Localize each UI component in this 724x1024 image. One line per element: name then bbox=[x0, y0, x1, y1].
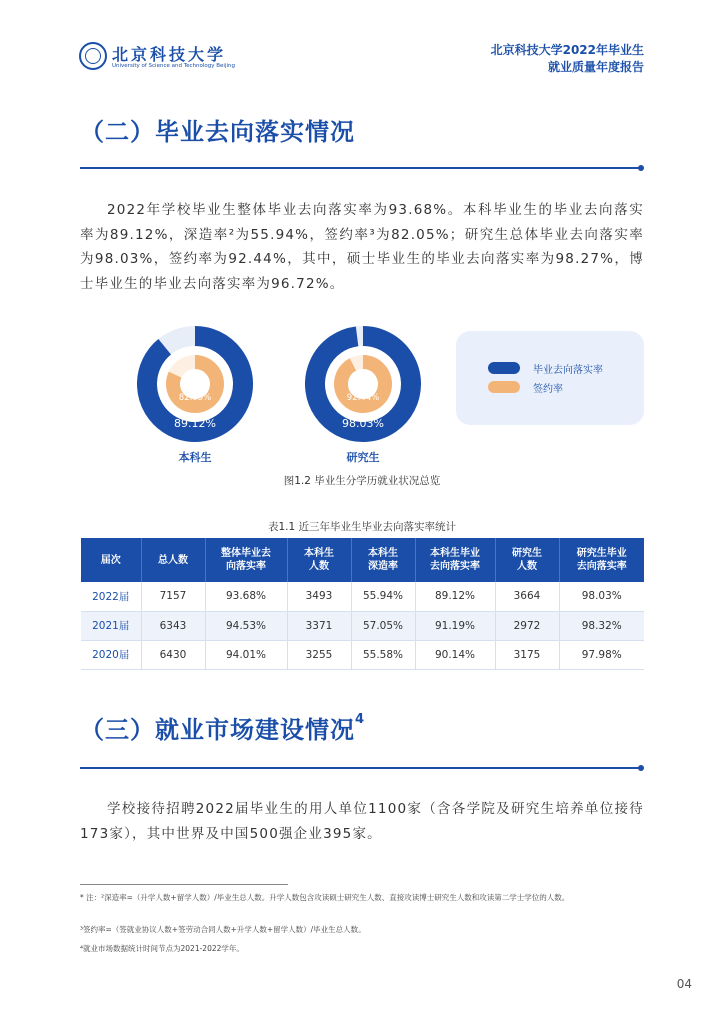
table-cell: 91.19% bbox=[415, 611, 495, 640]
table-cell: 94.01% bbox=[205, 640, 287, 669]
university-seal-icon bbox=[79, 42, 107, 70]
table-cell: 3664 bbox=[495, 582, 559, 611]
table-header-cell: 本科生毕业 去向落实率 bbox=[415, 538, 495, 582]
undergrad-outer-label: 89.12% bbox=[174, 417, 216, 430]
footnote-3: ³签约率=（签就业协议人数+签劳动合同人数+升学人数+留学人数）/毕业生总人数。 bbox=[80, 925, 366, 934]
legend-label-signing: 签约率 bbox=[533, 384, 563, 395]
table-cell-year: 2020届 bbox=[81, 640, 141, 669]
table-header-cell: 研究生毕业 去向落实率 bbox=[559, 538, 644, 582]
university-logo-english: University of Science and Technology Beijing bbox=[112, 63, 235, 69]
destination-paragraph: 2022年学校毕业生整体毕业去向落实率为93.68%。本科毕业生的毕业去向落实率为89.12%，深造率²为55.94%，签约率³为82.05%；研究生总体毕业去向落实率为98.03%，签约率为92.44%，其中，硕士毕业生的毕业去向落实率为98.27%，博士毕业生的毕业去向落实率为96.72%。 bbox=[80, 202, 644, 292]
chart-legend bbox=[456, 331, 644, 425]
section-heading-destination: （二）毕业去向落实情况 bbox=[80, 118, 355, 146]
table-header-cell: 本科生 人数 bbox=[287, 538, 351, 582]
table-cell: 98.03% bbox=[559, 582, 644, 611]
graduate-inner-label: 92.44% bbox=[346, 393, 380, 403]
footnote-4: ⁴就业市场数据统计时间节点为2021-2022学年。 bbox=[80, 944, 244, 953]
footnote-2: * 注：²深造率=（升学人数+留学人数）/毕业生总人数。升学人数包含攻读硕士研究生人数、直接攻读博士研究生人数和攻读第二学士学位的人数。 bbox=[80, 893, 570, 902]
footnote-divider bbox=[80, 884, 288, 885]
legend-label-placement: 毕业去向落实率 bbox=[533, 365, 603, 376]
table-header-cell: 届次 bbox=[81, 538, 141, 582]
table-header-cell: 总人数 bbox=[141, 538, 205, 582]
table-row bbox=[81, 611, 644, 640]
graduate-outer-label: 98.03% bbox=[342, 417, 384, 430]
table-cell: 7157 bbox=[141, 582, 205, 611]
table-cell: 3175 bbox=[495, 640, 559, 669]
table-cell: 6430 bbox=[141, 640, 205, 669]
table-body bbox=[81, 582, 644, 669]
table-cell: 93.68% bbox=[205, 582, 287, 611]
market-paragraph: 学校接待招聘2022届毕业生的用人单位1100家（含各学院及研究生培养单位接待173家），其中世界及中国500强企业395家。 bbox=[80, 801, 644, 842]
section-divider-2 bbox=[80, 767, 640, 769]
table-header-row bbox=[81, 538, 644, 582]
figure-caption: 图1.2 毕业生分学历就业状况总览 bbox=[283, 475, 441, 487]
table-cell: 3255 bbox=[287, 640, 351, 669]
section-heading-market bbox=[80, 710, 365, 745]
graduate-category-label: 研究生 bbox=[346, 451, 380, 464]
table-cell: 6343 bbox=[141, 611, 205, 640]
undergrad-category-label: 本科生 bbox=[178, 451, 212, 464]
table-cell-year: 2022届 bbox=[81, 582, 141, 611]
table-cell-year: 2021届 bbox=[81, 611, 141, 640]
table-cell: 55.58% bbox=[351, 640, 415, 669]
table-cell: 94.53% bbox=[205, 611, 287, 640]
report-title-line2: 就业质量年度报告 bbox=[547, 60, 644, 74]
table-cell: 97.98% bbox=[559, 640, 644, 669]
legend-swatch-signing bbox=[488, 381, 520, 393]
report-title bbox=[491, 42, 644, 76]
section-heading-market-text: （三）就业市场建设情况 bbox=[80, 716, 355, 744]
divider-dot-2 bbox=[638, 765, 644, 771]
table-cell: 3493 bbox=[287, 582, 351, 611]
table-row bbox=[81, 640, 644, 669]
section-divider bbox=[80, 167, 640, 169]
table-cell: 98.32% bbox=[559, 611, 644, 640]
divider-dot bbox=[638, 165, 644, 171]
table-header-cell: 整体毕业去 向落实率 bbox=[205, 538, 287, 582]
table-header-cell: 本科生 深造率 bbox=[351, 538, 415, 582]
table-cell: 89.12% bbox=[415, 582, 495, 611]
table-cell: 57.05% bbox=[351, 611, 415, 640]
table-caption: 表1.1 近三年毕业生毕业去向落实率统计 bbox=[267, 521, 457, 533]
footnote-ref-4: 4 bbox=[355, 712, 366, 727]
table-cell: 55.94% bbox=[351, 582, 415, 611]
legend-swatch-placement bbox=[488, 362, 520, 374]
report-title-line1: 北京科技大学2022年毕业生 bbox=[490, 43, 644, 57]
placement-rate-table bbox=[81, 538, 644, 670]
table-cell: 2972 bbox=[495, 611, 559, 640]
undergrad-inner-label: 82.05% bbox=[178, 393, 212, 403]
table-cell: 90.14% bbox=[415, 640, 495, 669]
table-cell: 3371 bbox=[287, 611, 351, 640]
page-number: 04 bbox=[676, 977, 692, 991]
table-row bbox=[81, 582, 644, 611]
table-header-cell: 研究生 人数 bbox=[495, 538, 559, 582]
university-logo-text: 北京科技大学 bbox=[112, 45, 227, 64]
